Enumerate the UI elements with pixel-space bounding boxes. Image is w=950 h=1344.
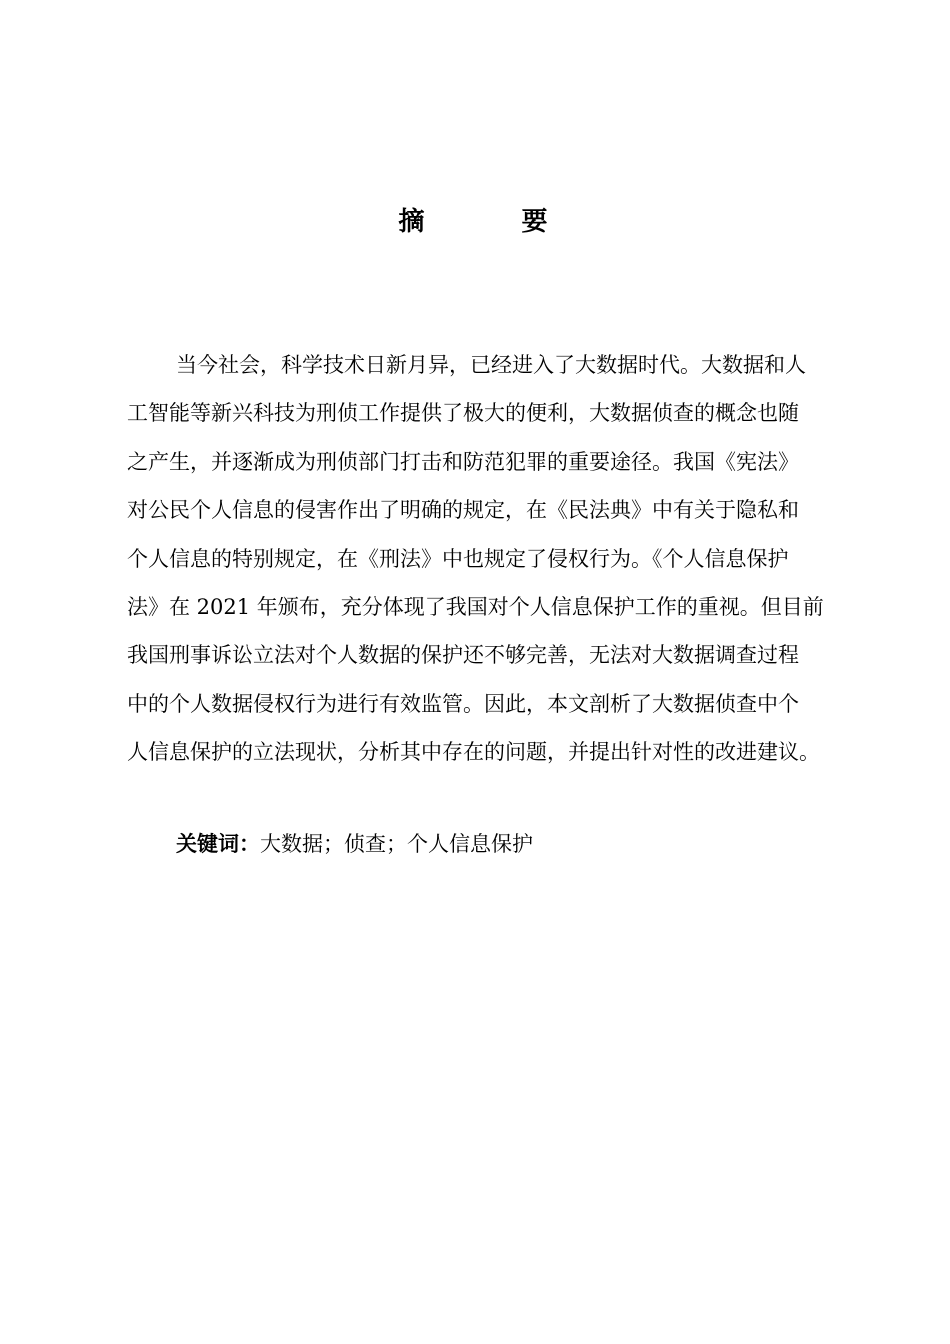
- abstract-line: 对公民个人信息的侵害作出了明确的规定，在《民法典》中有关于隐私和: [127, 498, 799, 523]
- page-title: 摘 要: [398, 207, 592, 237]
- keywords-label: 关键词：: [176, 832, 260, 856]
- keywords-line: [176, 822, 533, 866]
- abstract-line: 当今社会，科学技术日新月异，已经进入了大数据时代。大数据和人: [176, 353, 806, 377]
- abstract-line: 个人信息的特别规定，在《刑法》中也规定了侵权行为。《个人信息保护: [127, 546, 789, 571]
- abstract-line: 法》在 2021 年颁布，充分体现了我国对个人信息保护工作的重视。但目前: [127, 594, 824, 619]
- abstract-line: 我国刑事诉讼立法对个人数据的保护还不够完善，无法对大数据调查过程: [127, 643, 799, 668]
- keywords-text: 大数据；侦查；个人信息保护: [260, 832, 533, 856]
- abstract-body: [127, 341, 862, 777]
- abstract-line: 人信息保护的立法现状，分析其中存在的问题，并提出针对性的改进建议。: [127, 740, 820, 765]
- abstract-line: 工智能等新兴科技为刑侦工作提供了极大的便利，大数据侦查的概念也随: [127, 401, 799, 426]
- abstract-line: 中的个人数据侵权行为进行有效监管。因此，本文剖析了大数据侦查中个: [127, 691, 799, 716]
- abstract-line: 之产生，并逐渐成为刑侦部门打击和防范犯罪的重要途径。我国《宪法》: [127, 449, 799, 474]
